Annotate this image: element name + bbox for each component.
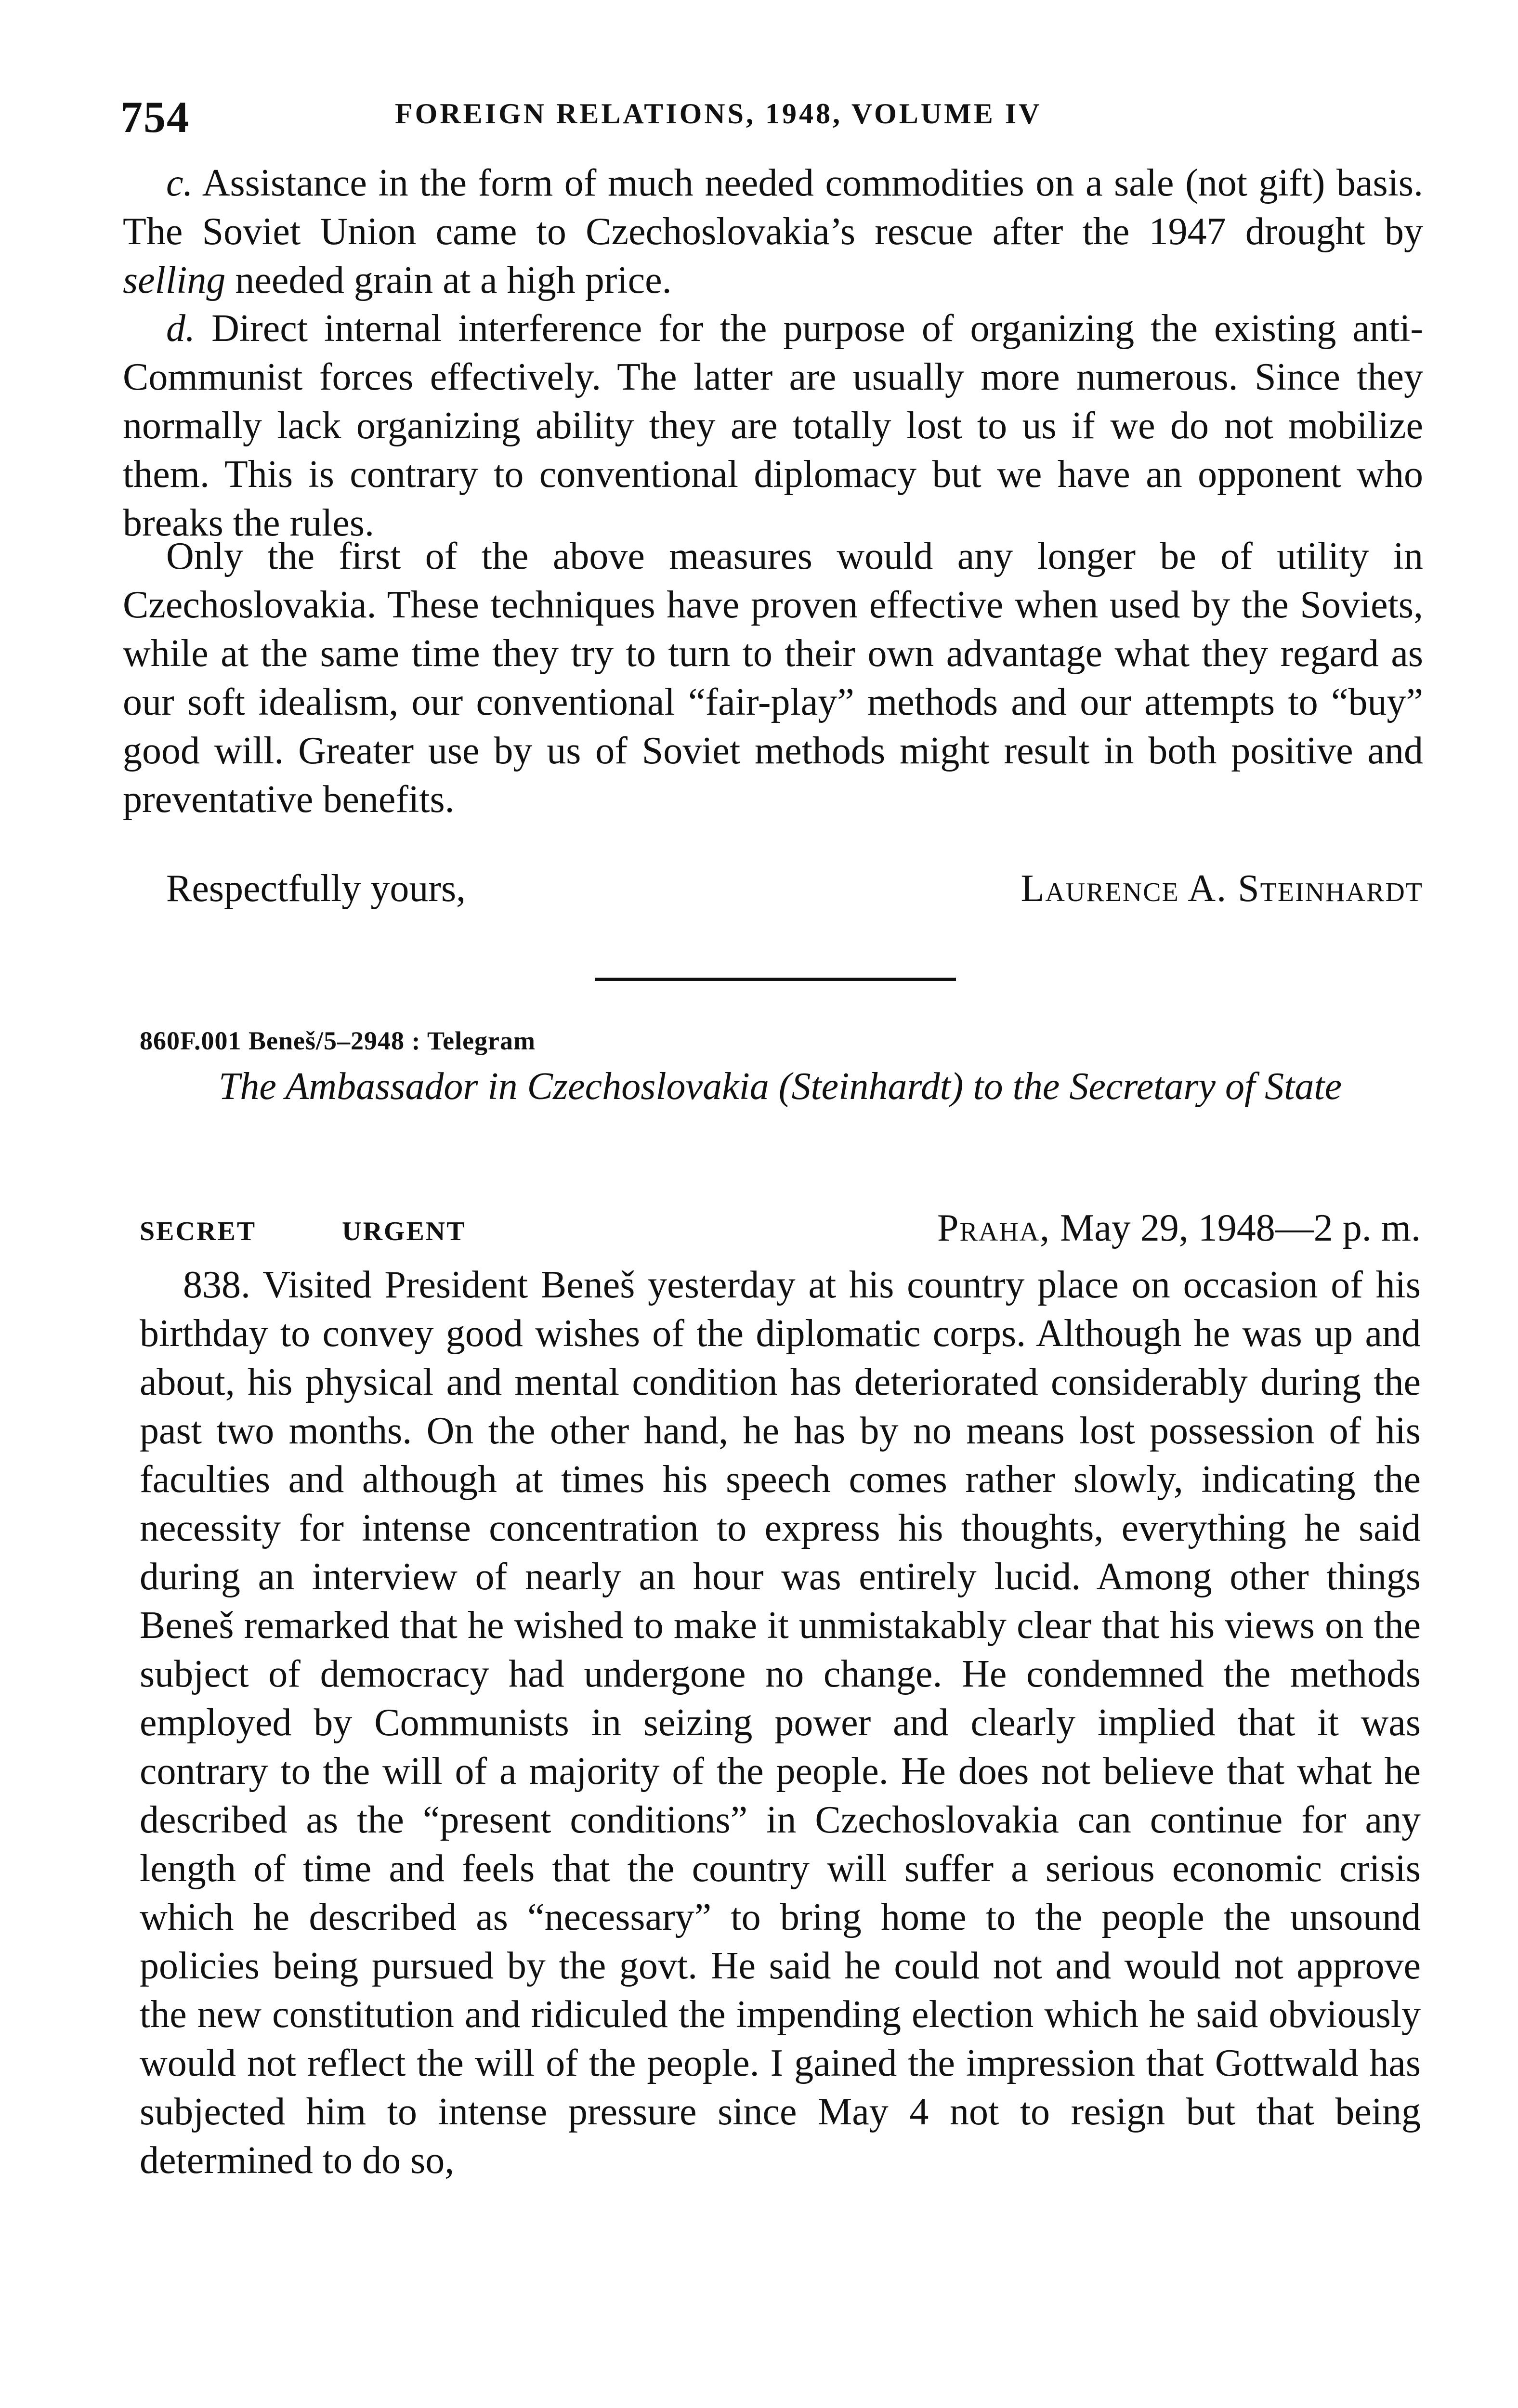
urgency-label: URGENT — [342, 1217, 466, 1246]
section-divider — [595, 978, 956, 981]
conclusion-block — [123, 532, 1423, 824]
item-d-paragraph — [123, 304, 1423, 548]
document-heading — [140, 1062, 1421, 1112]
item-c-paragraph — [123, 159, 1423, 305]
item-c-emphasis: selling — [123, 259, 226, 301]
signoff — [123, 867, 1423, 920]
running-head: FOREIGN RELATIONS, 1948, VOLUME IV — [395, 98, 1042, 130]
conclusion-paragraph: Only the first of the above measures would any longer be of utility in Czechoslovakia. These techniques have proven effective when used by the Soviets, while at the same time they try to turn to their own advantage what they regard as our soft idealism, our conventional “fair-play” methods and our attempts to “buy” good will. Greater use by us of Soviet methods might result in both positive and preventative benefits. — [123, 535, 1423, 821]
list-item-c — [123, 159, 1423, 305]
telegram-body — [140, 1261, 1421, 2185]
telegram-paragraph — [140, 1261, 1421, 2185]
dateline — [937, 1206, 1421, 1250]
heading-to: ) to the Secretary of State — [950, 1065, 1342, 1108]
signature: Laurence A. Steinhardt — [1021, 867, 1423, 910]
closing-line: Respectfully yours, — [166, 867, 466, 910]
page-number: 754 — [120, 92, 190, 142]
item-d-letter: d. — [166, 307, 195, 350]
item-c-text: Assistance in the form of much needed commodities on a sale (not gift) basis. The Soviet Union came to Czechoslovakia’s rescue after the 1947 drought by — [123, 162, 1423, 253]
item-c-text-after: needed grain at a high price. — [225, 259, 672, 301]
classification-label: SECRET — [140, 1217, 257, 1246]
heading-from-name: Steinhardt — [791, 1065, 951, 1108]
list-item-d — [123, 304, 1423, 548]
item-d-text: Direct internal interference for the purpose of organizing the existing anti-Communist forces effectively. The latter are usually more numerous. Since they normally lack organizing ability they are totally lost to us if we do not mobilize them. This is contrary to conventional diplomacy but we have an opponent who breaks the rules. — [123, 307, 1424, 544]
dateline-date: May 29, 1948—2 p. m. — [1060, 1207, 1421, 1249]
dateline-place: Praha, — [937, 1207, 1051, 1249]
heading-from-prefix: The Ambassador in Czechoslovakia ( — [218, 1065, 792, 1108]
page-header — [120, 92, 1421, 144]
file-reference: 860F.001 Beneš/5–2948 : Telegram — [140, 1026, 536, 1055]
telegram-number: 838. — [183, 1264, 250, 1306]
telegram-meta — [140, 1206, 1421, 1255]
telegram-text: Visited President Beneš yesterday at his country place on occasion of his birthday to convey good wishes of the diplomatic corps. Although he was up and about, his physical and mental condition has deteriorated considerably during the past two months. On the other hand, he has by no means lost possession of his faculties and although at times his speech comes rather slowly, indicating the necessity for intense concentration to express his thoughts, everything he said during an interview of nearly an hour was entirely lucid. Among other things Beneš remarked that he wished to make it unmistakably clear that his views on the subject of democracy had undergone no change. He condemned the methods employed by Communists in seizing power and clearly implied that it was contrary to the will of a majority of the people. He does not believe that what he described as the “present conditions” in Czechoslovakia can continue for any length of time and feels that the country will suffer a serious economic crisis which he described as “necessary” to bring home to the people the unsound policies being pursued by the govt. He said he could not and would not approve the new constitution and ridiculed the impending election which he said obviously would not reflect the will of the people. I gained the impression that Gottwald has subjected him to intense pressure since May 4 not to resign but that being determined to do so, — [140, 1264, 1421, 2182]
item-c-letter: c. — [166, 162, 193, 204]
